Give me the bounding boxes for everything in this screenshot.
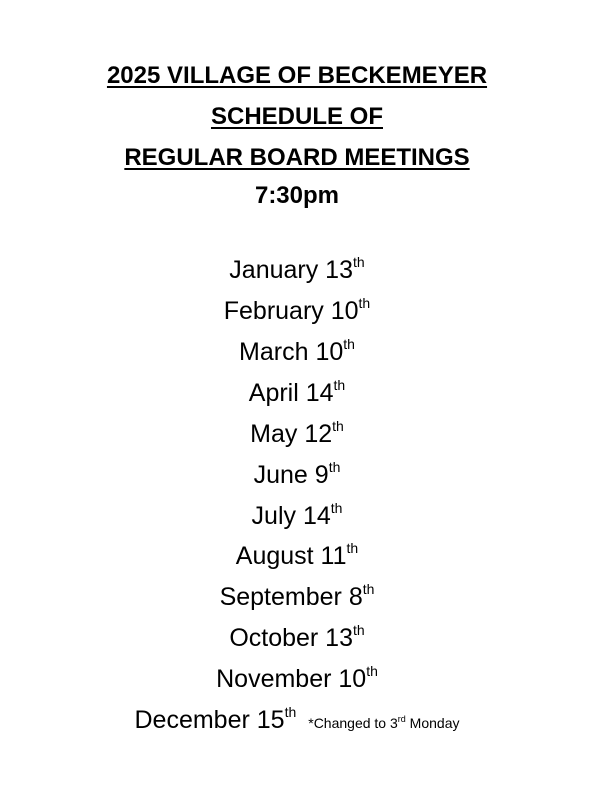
meeting-date-june [0,460,594,490]
meeting-date-november [0,664,594,694]
ordinal-suffix: th [332,418,344,434]
meeting-time-text: 7:30pm [254,182,340,209]
meeting-date-april [0,378,594,408]
ordinal-suffix: th [330,500,343,516]
ordinal-suffix: th [353,254,365,270]
meeting-date-march [0,337,594,367]
title-line-1 [0,61,594,91]
ordinal-suffix: th [284,704,297,720]
title-year-village: 2025 VILLAGE OF BECKEMEYER [106,62,488,89]
meeting-date-may [0,419,594,449]
meeting-date-text: December 15 [134,706,285,734]
note-ordinal-suffix: rd [397,714,406,724]
meeting-date-text: February 10 [223,297,359,325]
meeting-date-text: August 11 [235,542,347,570]
meeting-date-text: June 9 [253,461,329,489]
meeting-date-text: March 10 [239,338,344,366]
meeting-date-text: April 14 [248,379,334,407]
meeting-date-text: May 12 [250,420,333,448]
title-line-3 [0,143,594,173]
meeting-date-october [0,623,594,653]
meeting-time [0,181,594,211]
meeting-date-december [0,705,594,738]
meeting-date-text: September 8 [219,583,363,611]
december-change-note [308,715,459,731]
note-prefix: *Changed to 3 [308,715,398,731]
ordinal-suffix: th [362,581,375,597]
title-line-2 [0,102,594,132]
ordinal-suffix: th [328,459,341,475]
meeting-date-september [0,582,594,612]
ordinal-suffix: th [346,540,359,556]
meeting-date-august [0,541,594,571]
ordinal-suffix: th [353,622,365,638]
ordinal-suffix: th [358,295,371,311]
meeting-date-text: July 14 [251,502,331,530]
ordinal-suffix: th [333,377,346,393]
ordinal-suffix: th [343,336,355,352]
meeting-date-text: January 13 [229,256,353,284]
meeting-date-text: November 10 [216,665,367,693]
meeting-date-july [0,501,594,531]
meeting-date-text: October 13 [229,624,353,652]
meeting-date-january [0,255,594,285]
title-schedule-of: SCHEDULE OF [210,103,383,130]
ordinal-suffix: th [366,663,378,679]
note-rest: Monday [405,715,460,731]
title-regular-board-meetings: REGULAR BOARD MEETINGS [124,144,470,171]
meeting-date-february [0,296,594,326]
